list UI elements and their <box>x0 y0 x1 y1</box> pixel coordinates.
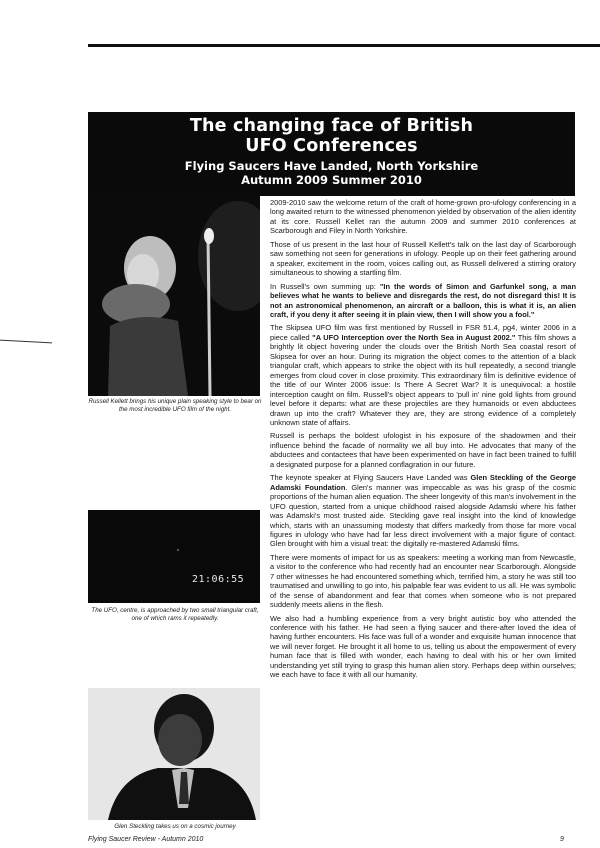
p6-speaker-name: Glen Steckling of the George Adamski Foundation <box>270 473 577 492</box>
article-paragraph-3 <box>270 282 576 320</box>
quote-intro: In Russell's own summing up: <box>270 281 380 291</box>
photo3-caption: Glen Steckling takes us on a cosmic journey <box>114 823 236 830</box>
p6-rest: . Glen's manner was impeccable as was his grasp of the cosmic proportions of the human alien equation. The sheer longevity of this man's involvement in the UFO question, started from a unique childhood raised alogside Adamski where his father was Adamski's most trusted aide. Steckling gave real insight into the kind of knowledge which, starts with an unassuming modesty that differs markedly from those far more vocal figures in ufology who have had far less direct involvement with a major figure of contact. Glen brought with him a visual treat: the digitally re-mastered Adamski films. <box>270 482 576 549</box>
p4-rest: This film shows a brightly lit object hovering under the clouds over the British North Sea coastal resort of Skipsea for over an hour. During its migration the object comes to the attention of a black triangular craft, which appears to strike the object with its hull repeatedly, a second triangle emerges from cloud cover in close proximity. This extraordinary film is definitive evidence of the title of our Winter 2006 issue: Is There A Secret War? It is unequivocal: a hostile interception caught on film. Russell's object appears to 'pull in' nine gold lights from ground level before it departs: what are these projectiles are they humanoids or even abductees drawn up into the craft? Whatever they are, they are strong evidence of a completely unknown state of affairs. <box>270 332 576 427</box>
photo1-caption: Russell Kellett brings his unique plain speaking style to bear on the most incredible UFO film of the night. <box>88 398 262 413</box>
speaker-photo-art <box>88 196 260 396</box>
photo-ufo-video-still <box>88 510 260 603</box>
ufo-still-art <box>88 510 260 603</box>
article-title <box>88 116 575 156</box>
article-paragraph-6 <box>270 473 576 549</box>
article-paragraph-2: Those of us present in the last hour of Russell Kellett's talk on the last day of Scarborough saw something not seen for generations in ufology. People up on their feet gathering around a speaker, excitement in the room, voices calling out, as Russell delivered a stirring oratory simultaneous to showing a startling film. <box>270 239 576 278</box>
portrait-photo-art <box>88 688 260 820</box>
article-body <box>270 198 576 684</box>
photo-glen-steckling <box>88 688 260 820</box>
article-subtitle-line2: Autumn 2009 Summer 2010 <box>241 173 422 187</box>
p6-start: The keynote speaker at Flying Saucers Have Landed was <box>270 473 471 483</box>
photo-russell-kellett <box>88 196 260 396</box>
margin-mark <box>0 340 52 344</box>
article-paragraph-7: There were moments of impact for us as speakers: meeting a working man from Newcastle, a visitor to the conference who had recently had an encounter near Scarborough. Alongside 7 other witnesses he had encountered something which, terrified him, a story he was still too traumatised and unwilling to go into, his palpable fear was evident to us all. He was symbolic of the sense of abandonment and fear that comes when someone who is not prepared suddenly meets aliens in the flesh. <box>270 552 576 610</box>
kellett-quote: "In the words of Simon and Garfunkel song, a man believes what he wants to believe and disregards the rest, do not disregard this! It is not an astronomical phenomenon, an aircraft or a balloon, this is what it is, an alien craft, if you deny it after seeing it in plain view, then I will show you a fool." <box>270 281 576 319</box>
article-subtitle-line1: Flying Saucers Have Landed, North Yorkshire <box>184 159 479 173</box>
photo2-caption: The UFO, centre, is approached by two small triangular craft, one of which rams it repeatedly. <box>91 607 259 622</box>
article-title-line1: The changing face of British <box>189 116 474 136</box>
article-paragraph-4 <box>270 323 576 427</box>
footer-publication: Flying Saucer Review - Autumn 2010 <box>88 836 204 843</box>
p4-piece-title: "A UFO Interception over the North Sea in August 2002." <box>312 332 516 342</box>
p4-start: The Skipsea UFO film was first mentioned by Russell in FSR 51.4, pg4, winter 2006 in a piece called <box>270 323 576 342</box>
article-subtitle <box>88 159 575 187</box>
footer-page-number: 9 <box>560 836 564 843</box>
video-timestamp: 21:06:55 <box>192 574 245 585</box>
article-title-line2: UFO Conferences <box>245 136 418 156</box>
top-rule <box>88 44 600 47</box>
article-paragraph-8: We also had a humbling experience from a very bright autistic boy who attended the conference with his father. He had seen a flying saucer and there-after loved the idea of having further encounters. His face was full of a wonder and exquisite human innocence that we will never forget. He brought it all home to us, telling us about the empowerment of every human face that is filled with wonder, each having to deal with his or her own limited understanding yet still trying to grasp this human alien story. Perhaps deep within ourselves; we each have to face it with all our humanity. <box>270 613 576 680</box>
article-banner <box>88 112 575 196</box>
article-paragraph-1: 2009-2010 saw the welcome return of the craft of home-grown pro-ufology conferencing in a long awaited return to the witnessed phenomenon yielded by observation of the alien identity at its core. Russell Kellet ran the autumn 2009 and summer 2010 conferences at Scarborough and Filey in North Yorkshire. <box>270 198 576 236</box>
article-paragraph-5: Russell is perhaps the boldest ufologist in his exposure of the shadowmen and their influence behind the facade of normality we all buy into. He advocates that many of the abductees and contactees that have been experimented on have in fact been trained to fulfill a designated purpose for a planned conflagration in our future. <box>270 431 576 469</box>
